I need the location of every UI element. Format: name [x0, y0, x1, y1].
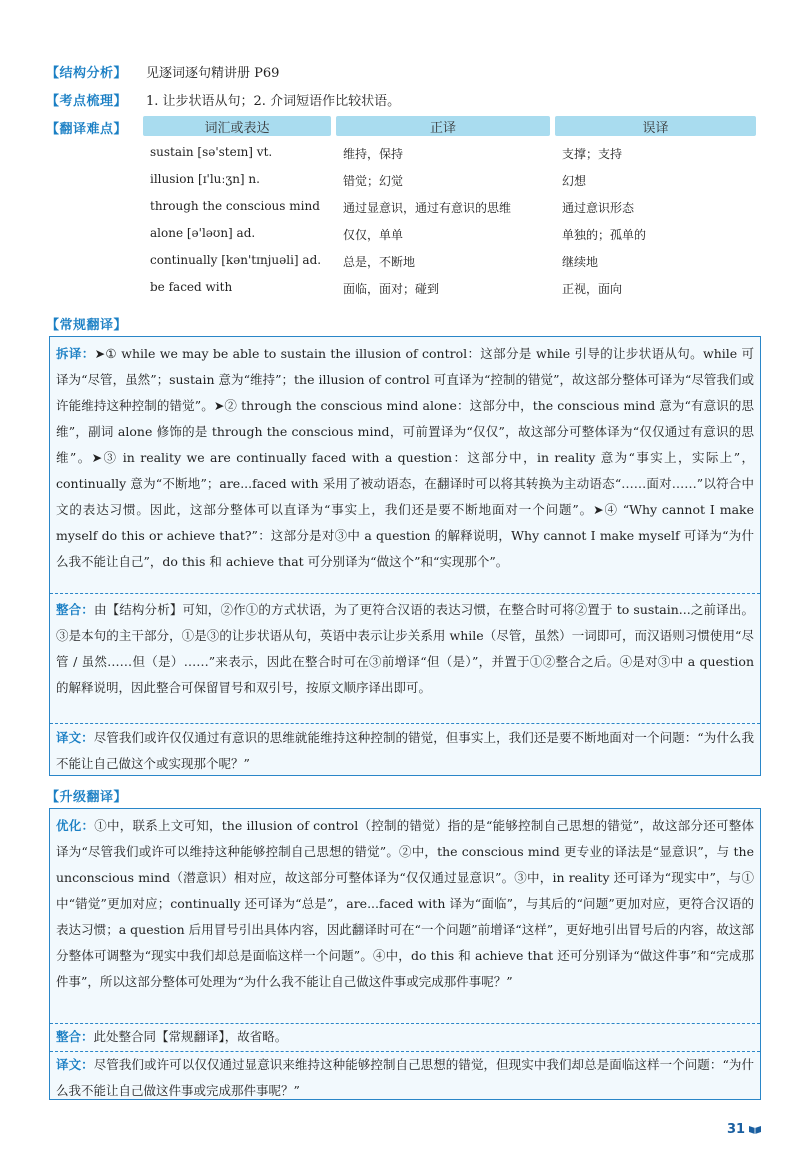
table-cell: 面临，面对；碰到 [343, 282, 440, 296]
upgrade-merge-text: 此处整合同【常规翻译】，故省略。 [93, 1029, 288, 1044]
table-cell: continually [kən'tɪnjuəli] ad. [150, 253, 322, 267]
upgrade-box [49, 808, 761, 1100]
table-cell: 幻想 [562, 174, 587, 188]
difficulty-label: 【翻译难点】 [46, 122, 128, 137]
regular-label: 【常规翻译】 [46, 318, 128, 333]
upgrade-merge-label: 整合： [56, 1029, 94, 1044]
book-icon [748, 1124, 762, 1134]
structure-text: 见逐词逐句精讲册 P69 [146, 66, 280, 81]
upgrade-translation-section [56, 1052, 754, 1098]
divider [50, 593, 760, 594]
table-cell: illusion [ɪ'luːʒn] n. [150, 172, 260, 186]
table-cell: 通过意识形态 [562, 201, 635, 215]
translation-text: 尽管我们或许仅仅通过有意识的思维就能维持这种控制的错觉，但事实上，我们还是要不断地面对一个问题：“为什么我不能让自己做这个或实现那个呢？” [56, 730, 754, 771]
divider [50, 723, 760, 724]
merge-label: 整合： [56, 602, 94, 617]
translation-section [56, 725, 754, 773]
table-cell: 正视，面向 [562, 282, 623, 296]
split-section [56, 341, 754, 589]
points-text: 1. 让步状语从句；2. 介词短语作比较状语。 [146, 94, 401, 109]
points-label: 【考点梳理】 [46, 94, 128, 109]
optimize-section [56, 813, 754, 1021]
table-cell: 支撑；支持 [562, 147, 623, 161]
table-header-expression: 词汇或表达 [143, 116, 331, 136]
merge-section [56, 597, 754, 721]
optimize-text: ①中，联系上文可知，the illusion of control（控制的错觉）指的是“能够控制自己思想的错觉”，故这部分还可整体译为“尽管我们或许可以维持这种能够控制自己思想的错觉”。②中，the conscious mind 更专业的译法是“显意识”，与 the unconscious mind（潜意识）相对应，故这部分可整体译为“仅仅通过显意识”。③中，in reality 还可译为“现实中”，与①中“错觉”更加对应；continually 还可译为“总是”，are...faced with 译为“面临”，与其后的“问题”更加对应，更符合汉语的表达习惯；a question 后用冒号引出具体内容，因此翻译时可在“一个问题”前增译“这样”，更好地引出冒号后的内容，故这部分整体可调整为“现实中我们却总是面临这样一个问题”。④中，do this 和 achieve that 还可分别译为“做这件事”和“完成那件事”，所以这部分整体可处理为“为什么我不能让自己做这件事或完成那件事呢？” [56, 818, 754, 989]
table-cell: alone [ə'ləʊn] ad. [150, 226, 256, 240]
upgrade-label: 【升级翻译】 [46, 790, 128, 805]
upgrade-translation-label: 译文： [56, 1057, 94, 1072]
translation-label: 译文： [56, 730, 94, 745]
table-header-correct: 正译 [336, 116, 550, 136]
table-cell: 单独的；孤单的 [562, 228, 647, 242]
upgrade-translation-text: 尽管我们或许可以仅仅通过显意识来维持这种能够控制自己思想的错觉，但现实中我们却总是面临这样一个问题：“为什么我不能让自己做这件事或完成那件事呢？” [56, 1057, 754, 1098]
table-cell: be faced with [150, 280, 233, 294]
table-cell: 总是，不断地 [343, 255, 416, 269]
split-label: 拆译： [56, 346, 95, 361]
table-header-wrong: 误译 [555, 116, 756, 136]
regular-box [49, 336, 761, 776]
table-cell: 通过显意识，通过有意识的思维 [343, 201, 512, 215]
optimize-label: 优化： [56, 818, 95, 833]
upgrade-merge-section [56, 1024, 754, 1050]
table-cell: 仅仅，单单 [343, 228, 404, 242]
table-cell: sustain [sə'steɪn] vt. [150, 145, 273, 159]
table-cell: 继续地 [562, 255, 599, 269]
split-text: ➤① while we may be able to sustain the illusion of control：这部分是 while 引导的让步状语从句。while 可译为“尽管，虽然”；sustain 意为“维持”；the illusion of control 可直译为“控制的错觉”，故这部分整体可译为“尽管我们或许能维持这种控制的错觉”。➤② through the conscious mind alone：这部分中，the conscious mind 意为“有意识的思维”，副词 alone 修饰的是 through the conscious mind，可前置译为“仅仅”，故这部分可整体译为“仅仅通过有意识的思维”。➤③ in reality we are continually faced with a question：这部分中，in reality 意为“事实上，实际上”，continually 意为“不断地”；are...faced with 采用了被动语态，在翻译时可以将其转换为主动语态“……面对……”以符合中文的表达习惯。因此，这部分整体可以直译为“事实上，我们还是要不断地面对一个问题”。➤④ “Why cannot I make myself do this or achieve that?”：这部分是对③中 a question 的解释说明，Why cannot I make myself 可译为“为什么我不能让自己”，do this 和 achieve that 可分别译为“做这个”和“实现那个”。 [56, 346, 754, 569]
table-cell: 错觉；幻觉 [343, 174, 404, 188]
merge-text: 由【结构分析】可知，②作①的方式状语，为了更符合汉语的表达习惯，在整合时可将②置于 to sustain...之前译出。③是本句的主干部分，①是③的让步状语从句，英语中表示让步关系用 while（尽管，虽然）一词即可，而汉语则习惯使用“尽管 / 虽然……但（是）……”来表示，因此在整合时可在③前增译“但（是）”，并置于①②整合之后。④是对③中 a question 的解释说明，因此整合可保留冒号和双引号，按原文顺序译出即可。 [56, 602, 754, 695]
structure-label: 【结构分析】 [46, 66, 128, 81]
page-number: 31 [727, 1122, 746, 1137]
table-cell: 维持，保持 [343, 147, 404, 161]
table-cell: through the conscious mind [150, 199, 320, 213]
